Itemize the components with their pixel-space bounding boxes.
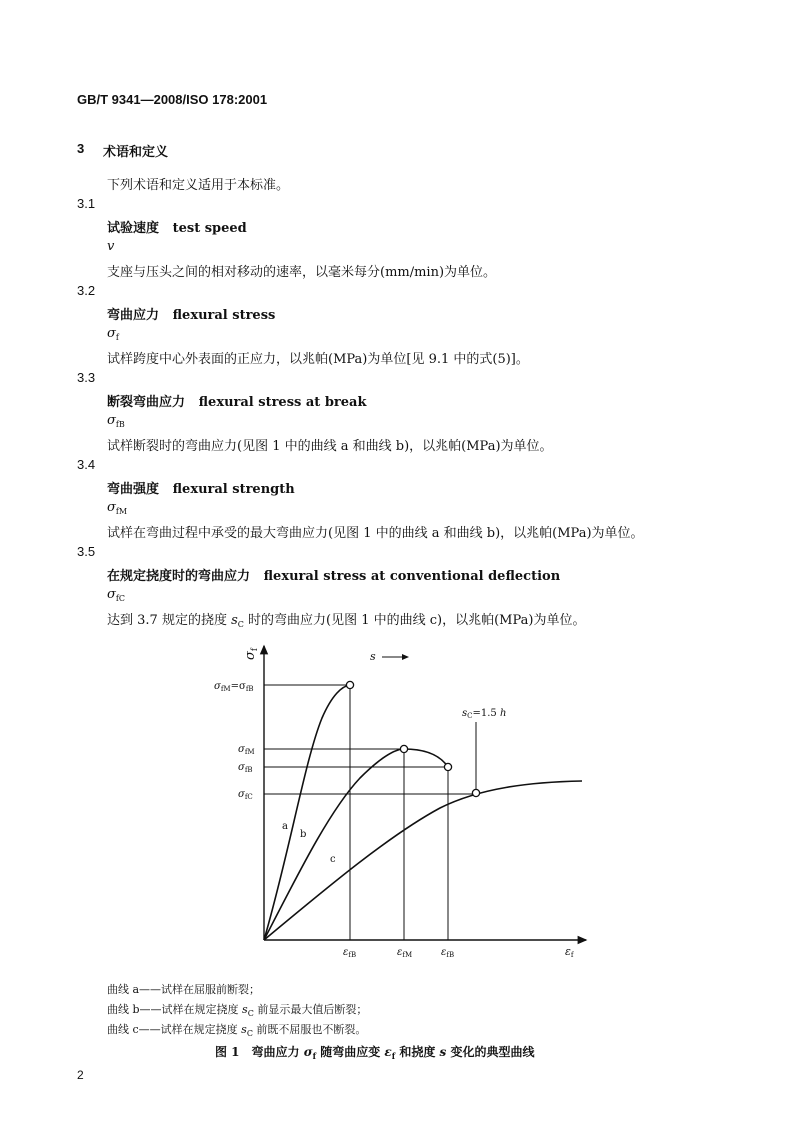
term-zh: 弯曲强度 xyxy=(107,482,160,497)
x-axis-label: εf xyxy=(565,945,574,959)
term-en: flexural stress at conventional deflection xyxy=(263,569,561,584)
term-number: 3.2 xyxy=(77,283,96,298)
term-en: test speed xyxy=(172,221,247,236)
legend-item: 曲线 b——试样在规定挠度 $s_C$ 前显示最大值后断裂； xyxy=(107,1003,368,1018)
label-fC: $\sigma_{fC}$ xyxy=(238,789,253,801)
standard-id: GB/T 9341—2008/ISO 178:2001 xyxy=(77,92,268,107)
curve-a xyxy=(264,685,350,940)
term-definition: 试样断裂时的弯曲应力(见图 1 中的曲线 a 和曲线 b)，以兆帕(MPa)为单位。 xyxy=(107,439,553,454)
point-a-break xyxy=(346,681,353,688)
page-number: 2 xyxy=(77,1068,84,1082)
label-fB: $\sigma_{fB}$ xyxy=(238,762,253,774)
term-definition: 达到 3.7 规定的挠度 $s_C$ 时的弯曲应力(见图 1 中的曲线 c)，以兆帕(MPa)为单位。 xyxy=(107,613,586,629)
term-definition: 支座与压头之间的相对移动的速率，以毫米每分(mm/min)为单位。 xyxy=(107,265,497,280)
term-symbol: $\sigma_{fM}$ xyxy=(107,500,128,516)
xtick-fB-b: $\varepsilon_{fB}$ xyxy=(441,947,455,959)
term-number: 3.1 xyxy=(77,196,96,211)
curve-b-label: b xyxy=(300,829,307,840)
curve-b xyxy=(264,749,448,940)
sc-label: $s_C=1.5$ h xyxy=(462,708,507,720)
term-symbol: $\sigma_{fB}$ xyxy=(107,413,125,429)
point-b-break xyxy=(444,763,451,770)
label-fM: $\sigma_{fM}$ xyxy=(238,744,255,756)
section-title: 术语和定义 xyxy=(103,144,169,159)
legend-item: 曲线 c——试样在规定挠度 $s_C$ 前既不屈服也不断裂。 xyxy=(107,1023,367,1038)
term-symbol: $\sigma_f$ xyxy=(107,326,119,342)
term-symbol: $\sigma_{fC}$ xyxy=(107,587,125,603)
legend-item: 曲线 a——试样在屈服前断裂； xyxy=(107,983,261,996)
curve-c xyxy=(264,781,582,940)
figure-caption: 图 1 弯曲应力 $\sigma_f$ 随弯曲应变 $\varepsilon_f$ 和挠度 s 变化的典型曲线 xyxy=(215,1045,535,1061)
xtick-fM: $\varepsilon_{fM}$ xyxy=(397,947,413,959)
s-arrow-label: s xyxy=(370,650,376,663)
term-en: flexural strength xyxy=(172,482,295,497)
label-fM-eq-fB: $\sigma_{fM}=\sigma_{fB}$ xyxy=(214,681,254,693)
section-intro: 下列术语和定义适用于本标准。 xyxy=(107,178,290,193)
term-zh: 在规定挠度时的弯曲应力 xyxy=(107,569,251,584)
y-axis-label: $\sigma_f$ xyxy=(243,648,259,660)
term-definition: 试样跨度中心外表面的正应力，以兆帕(MPa)为单位[见 9.1 中的式(5)]。 xyxy=(107,352,529,367)
term-en: flexural stress xyxy=(172,308,276,323)
point-c-sc xyxy=(472,789,479,796)
term-definition: 试样在弯曲过程中承受的最大弯曲应力(见图 1 中的曲线 a 和曲线 b)，以兆帕(MPa)为单位。 xyxy=(107,526,644,541)
term-en: flexural stress at break xyxy=(198,395,367,410)
term-number: 3.4 xyxy=(77,457,96,472)
term-zh: 试验速度 xyxy=(107,221,160,236)
curve-c-label: c xyxy=(330,854,336,865)
term-number: 3.5 xyxy=(77,544,96,559)
xtick-fB-a: $\varepsilon_{fB}$ xyxy=(343,947,357,959)
term-zh: 弯曲应力 xyxy=(107,308,160,323)
curve-a-label: a xyxy=(282,821,288,832)
term-number: 3.3 xyxy=(77,370,96,385)
section-number: 3 xyxy=(77,141,85,156)
term-symbol: v xyxy=(107,239,115,254)
point-b-max xyxy=(400,745,407,752)
term-zh: 断裂弯曲应力 xyxy=(107,395,186,410)
